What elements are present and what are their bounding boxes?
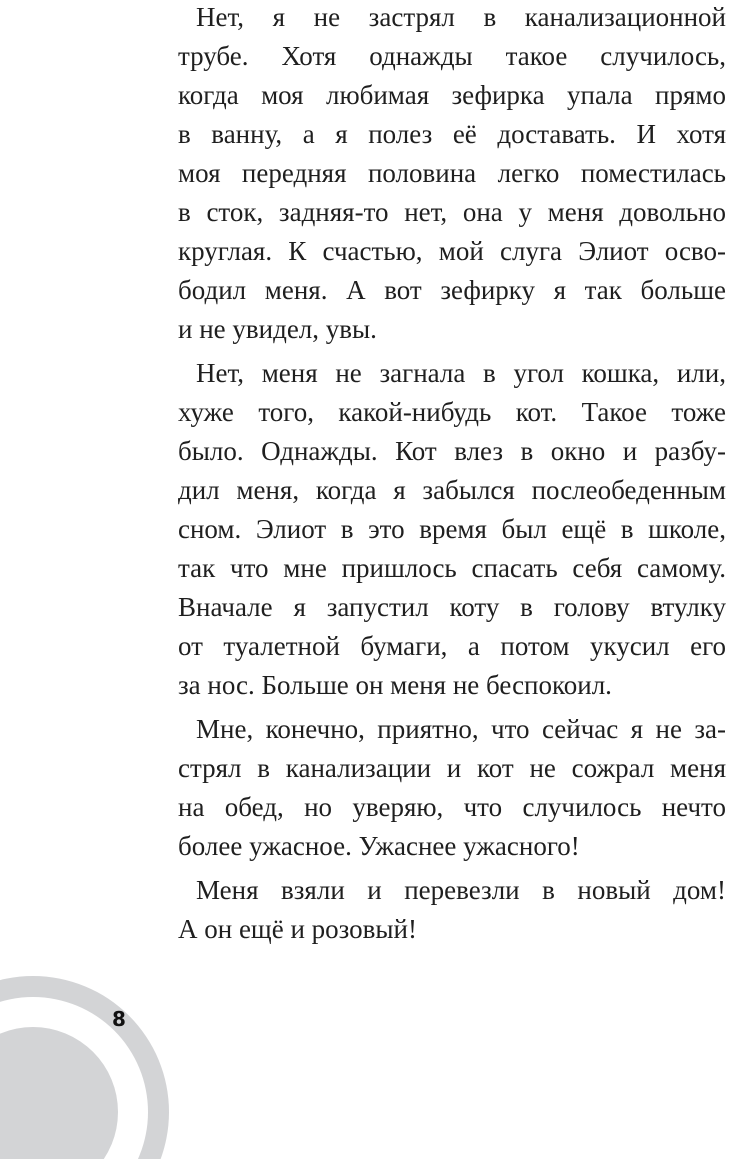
text-line: Вначале я запустил коту в голову втулку	[178, 592, 726, 622]
paragraph	[178, 354, 726, 705]
text-line: так что мне пришлось спасать себя самому.	[178, 553, 726, 583]
text-line: было. Однажды. Кот влез в окно и разбу-	[178, 436, 726, 466]
text-line: и не увидел, увы.	[178, 314, 377, 344]
page-number: 8	[112, 1007, 126, 1031]
text-line: моя передняя половина легко поместилась	[178, 158, 726, 188]
text-line: за нос. Больше он меня не беспокоил.	[178, 670, 612, 700]
text-line: Нет, я не застрял в канализационной	[196, 2, 726, 32]
text-line: сном. Элиот в это время был ещё в школе,	[178, 514, 726, 544]
text-line: бодил меня. А вот зефирку я так больше	[178, 275, 726, 305]
text-line: от туалетной бумаги, а потом укусил его	[178, 631, 726, 661]
paragraph	[178, 0, 726, 349]
text-line: Мне, конечно, приятно, что сейчас я не за-	[196, 714, 726, 744]
text-line: круглая. К счастью, мой слуга Элиот осво-	[178, 236, 726, 266]
page-text	[178, 0, 726, 949]
text-line: более ужасное. Ужаснее ужасного!	[178, 831, 580, 861]
text-line: стрял в канализации и кот не сожрал меня	[178, 753, 726, 783]
text-line: дил меня, когда я забылся послеобеденным	[178, 475, 726, 505]
text-line: Меня взяли и перевезли в новый дом!	[196, 875, 726, 905]
paragraph	[178, 710, 726, 866]
text-line: на обед, но уверяю, что случилось нечто	[178, 792, 726, 822]
text-line: в ванну, а я полез её доставать. И хотя	[178, 119, 726, 149]
text-line: Нет, меня не загнала в угол кошка, или,	[196, 358, 726, 388]
text-line: когда моя любимая зефирка упала прямо	[178, 80, 726, 110]
text-line: А он ещё и розовый!	[178, 914, 417, 944]
text-line: трубе. Хотя однажды такое случилось,	[178, 41, 726, 71]
text-line: хуже того, какой-нибудь кот. Такое тоже	[178, 397, 726, 427]
text-line: в сток, задняя-то нет, она у меня довольно	[178, 197, 726, 227]
paragraph	[178, 871, 726, 949]
